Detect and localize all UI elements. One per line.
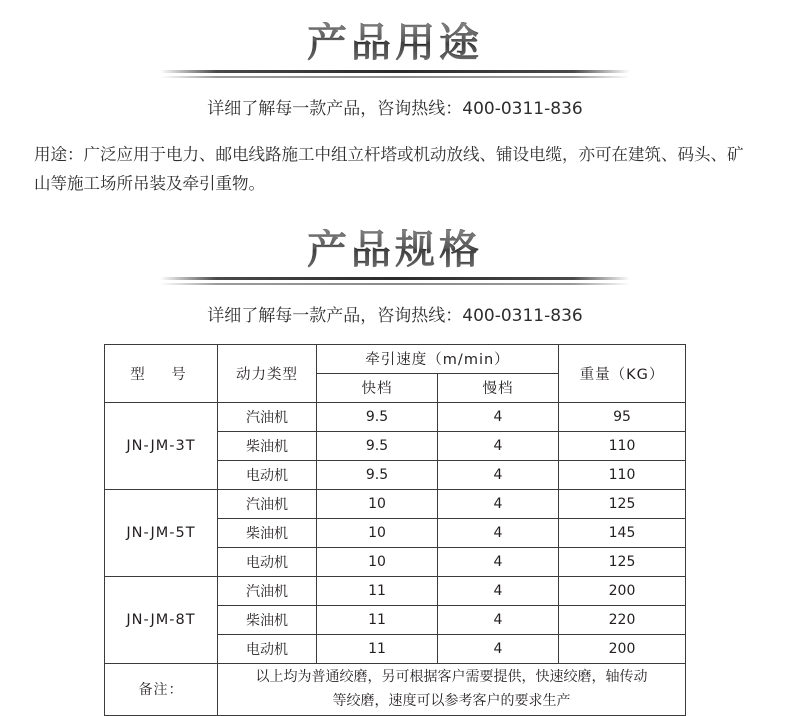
header-power-type: 动力类型 — [218, 344, 317, 402]
table-row — [105, 489, 686, 518]
remark-line-1: 以上均为普通绞磨，另可根据客户需要提供，快速绞磨，轴传动 — [255, 668, 648, 685]
slow-cell: 4 — [438, 489, 559, 518]
weight-cell: 125 — [559, 547, 686, 576]
title-underline-spec — [160, 277, 630, 280]
title-underline-usage — [160, 70, 630, 73]
header-speed-fast: 快档 — [317, 373, 438, 402]
header-weight: 重量（KG） — [559, 344, 686, 402]
remark-label: 备注： — [105, 663, 218, 715]
usage-paragraph: 用途：广泛应用于电力、邮电线路施工中组立杆塔或机动放线、铺设电缆，亦可在建筑、码头、矿山等施工场所吊装及牵引重物。 — [34, 145, 744, 193]
slow-cell: 4 — [438, 431, 559, 460]
fast-cell: 10 — [317, 547, 438, 576]
slow-cell: 4 — [438, 402, 559, 431]
weight-cell: 200 — [559, 634, 686, 663]
power-cell: 柴油机 — [218, 431, 317, 460]
hotline-usage: 详细了解每一款产品，咨询热线：400-0311-836 — [207, 99, 583, 119]
slow-cell: 4 — [438, 634, 559, 663]
section-usage-header — [0, 0, 790, 78]
spec-table-wrapper — [104, 344, 686, 716]
model-cell: JN-JM-8T — [105, 576, 218, 663]
slow-cell: 4 — [438, 576, 559, 605]
weight-cell: 200 — [559, 576, 686, 605]
power-cell: 汽油机 — [218, 576, 317, 605]
fast-cell: 9.5 — [317, 431, 438, 460]
slow-cell: 4 — [438, 605, 559, 634]
power-cell: 电动机 — [218, 547, 317, 576]
table-row — [105, 576, 686, 605]
table-header-row — [105, 344, 686, 373]
remark-body — [218, 663, 686, 715]
title-underline-usage-thin — [160, 76, 630, 78]
fast-cell: 9.5 — [317, 402, 438, 431]
section-spec-header — [0, 226, 790, 285]
power-cell: 电动机 — [218, 634, 317, 663]
table-row — [105, 402, 686, 431]
fast-cell: 11 — [317, 634, 438, 663]
header-model: 型 号 — [105, 344, 218, 402]
slow-cell: 4 — [438, 518, 559, 547]
section-spec-title: 产品规格 — [301, 229, 489, 271]
weight-cell: 145 — [559, 518, 686, 547]
power-cell: 汽油机 — [218, 402, 317, 431]
spec-table — [104, 344, 686, 716]
fast-cell: 10 — [317, 518, 438, 547]
slow-cell: 4 — [438, 460, 559, 489]
section-usage-title: 产品用途 — [301, 22, 489, 64]
hotline-spec: 详细了解每一款产品，咨询热线：400-0311-836 — [207, 305, 583, 326]
header-speed-slow: 慢档 — [438, 373, 559, 402]
power-cell: 柴油机 — [218, 605, 317, 634]
power-cell: 电动机 — [218, 460, 317, 489]
weight-cell: 95 — [559, 402, 686, 431]
slow-cell: 4 — [438, 547, 559, 576]
weight-cell: 125 — [559, 489, 686, 518]
header-speed-group: 牵引速度（m/min） — [317, 344, 559, 373]
model-cell: JN-JM-3T — [105, 402, 218, 489]
fast-cell: 10 — [317, 489, 438, 518]
fast-cell: 11 — [317, 576, 438, 605]
power-cell: 汽油机 — [218, 489, 317, 518]
weight-cell: 110 — [559, 460, 686, 489]
fast-cell: 9.5 — [317, 460, 438, 489]
weight-cell: 220 — [559, 605, 686, 634]
table-remark-row — [105, 663, 686, 715]
model-cell: JN-JM-5T — [105, 489, 218, 576]
title-underline-spec-thin — [160, 283, 630, 285]
weight-cell: 110 — [559, 431, 686, 460]
remark-line-2: 等绞磨，速度可以参考客户的要求生产 — [332, 693, 571, 710]
power-cell: 柴油机 — [218, 518, 317, 547]
fast-cell: 11 — [317, 605, 438, 634]
